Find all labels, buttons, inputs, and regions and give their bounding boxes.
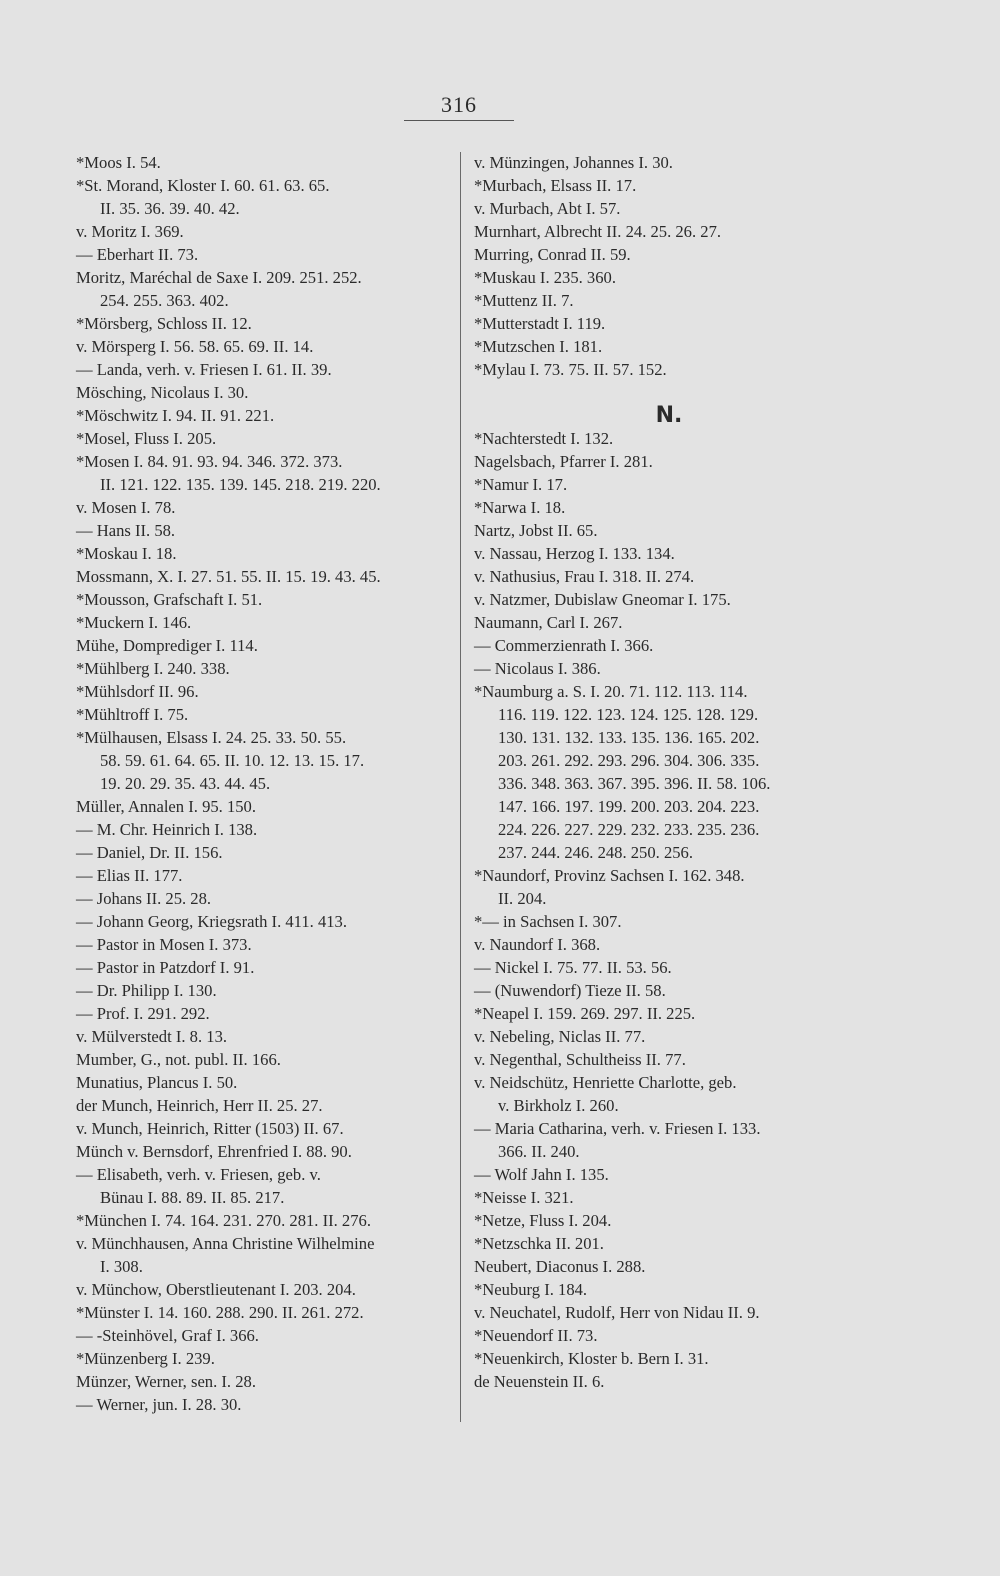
index-entry: 224. 226. 227. 229. 232. 233. 235. 236. xyxy=(498,820,760,839)
index-entry: — Johann Georg, Kriegsrath I. 411. 413. xyxy=(76,912,347,931)
index-entry: 116. 119. 122. 123. 124. 125. 128. 129. xyxy=(498,705,759,724)
index-entry: v. Neidschütz, Henriette Charlotte, geb. xyxy=(474,1073,737,1092)
index-entry: — Commerzienrath I. 366. xyxy=(474,636,654,655)
index-entry: *Neuenkirch, Kloster b. Bern I. 31. xyxy=(474,1349,709,1368)
index-entry: der Munch, Heinrich, Herr II. 25. 27. xyxy=(76,1096,323,1115)
index-entry: *Neuburg I. 184. xyxy=(474,1280,588,1299)
index-entry: 254. 255. 363. 402. xyxy=(100,291,229,310)
index-entry: — -Steinhövel, Graf I. 366. xyxy=(76,1326,259,1345)
index-entry: de Neuenstein II. 6. xyxy=(474,1372,605,1391)
index-entry: — M. Chr. Heinrich I. 138. xyxy=(76,820,258,839)
index-entry: — (Nuwendorf) Tieze II. 58. xyxy=(474,981,666,1000)
page-header xyxy=(404,92,514,121)
index-entry: *Mühltroff I. 75. xyxy=(76,705,189,724)
index-entry: — Hans II. 58. xyxy=(76,521,176,540)
index-entry: *Mylau I. 73. 75. II. 57. 152. xyxy=(474,360,667,379)
index-entry: v. Münchow, Oberstlieutenant I. 203. 204. xyxy=(76,1280,356,1299)
index-entry: — Elisabeth, verh. v. Friesen, geb. v. xyxy=(76,1165,321,1184)
index-entry: — Elias II. 177. xyxy=(76,866,183,885)
index-entry: — Johans II. 25. 28. xyxy=(76,889,212,908)
index-entry: *Möschwitz I. 94. II. 91. 221. xyxy=(76,406,275,425)
index-entry: *Moskau I. 18. xyxy=(76,544,177,563)
index-entry: *Naumburg a. S. I. 20. 71. 112. 113. 114. xyxy=(474,682,748,701)
index-entry: Naumann, Carl I. 267. xyxy=(474,613,623,632)
index-entry: *Münster I. 14. 160. 288. 290. II. 261. 272. xyxy=(76,1303,364,1322)
index-entry: — Daniel, Dr. II. 156. xyxy=(76,843,223,862)
index-entry: Münch v. Bernsdorf, Ehrenfried I. 88. 90. xyxy=(76,1142,352,1161)
index-entry: Münzer, Werner, sen. I. 28. xyxy=(76,1372,256,1391)
index-entry: *Mühlberg I. 240. 338. xyxy=(76,659,230,678)
index-entry: II. 35. 36. 39. 40. 42. xyxy=(100,199,240,218)
index-entry: *St. Morand, Kloster I. 60. 61. 63. 65. xyxy=(76,176,330,195)
index-entry: v. Neuchatel, Rudolf, Herr von Nidau II. 9. xyxy=(474,1303,760,1322)
index-entry: 58. 59. 61. 64. 65. II. 10. 12. 13. 15. 17. xyxy=(100,751,365,770)
index-entry: Neubert, Diaconus I. 288. xyxy=(474,1257,646,1276)
right-column xyxy=(474,151,864,1393)
index-entry: v. Birkholz I. 260. xyxy=(498,1096,619,1115)
index-entry: — Maria Catharina, verh. v. Friesen I. 133. xyxy=(474,1119,761,1138)
index-entry: — Eberhart II. 73. xyxy=(76,245,199,264)
index-entry: II. 204. xyxy=(498,889,547,908)
index-entry: *Nachterstedt I. 132. xyxy=(474,429,614,448)
index-entry: *Murbach, Elsass II. 17. xyxy=(474,176,637,195)
index-entry: *Mutzschen I. 181. xyxy=(474,337,603,356)
index-entry: *Mühlsdorf II. 96. xyxy=(76,682,199,701)
index-entry: v. Negenthal, Schultheiss II. 77. xyxy=(474,1050,686,1069)
index-entry: *Netze, Fluss I. 204. xyxy=(474,1211,612,1230)
index-entry: v. Nathusius, Frau I. 318. II. 274. xyxy=(474,567,695,586)
index-entry: v. Mülverstedt I. 8. 13. xyxy=(76,1027,228,1046)
index-entry: *Namur I. 17. xyxy=(474,475,568,494)
index-entry: v. Murbach, Abt I. 57. xyxy=(474,199,621,218)
index-entry: v. Natzmer, Dubislaw Gneomar I. 175. xyxy=(474,590,731,609)
index-entry: v. Nassau, Herzog I. 133. 134. xyxy=(474,544,675,563)
index-entry: *— in Sachsen I. 307. xyxy=(474,912,622,931)
index-entry: II. 121. 122. 135. 139. 145. 218. 219. 220. xyxy=(100,475,381,494)
index-entry: *Mosen I. 84. 91. 93. 94. 346. 372. 373. xyxy=(76,452,343,471)
index-entry: *Narwa I. 18. xyxy=(474,498,566,517)
index-entry: *Naundorf, Provinz Sachsen I. 162. 348. xyxy=(474,866,745,885)
index-entry: 19. 20. 29. 35. 43. 44. 45. xyxy=(100,774,271,793)
index-entry: *Muckern I. 146. xyxy=(76,613,192,632)
index-entry: *Muskau I. 235. 360. xyxy=(474,268,616,287)
index-entry: *Mutterstadt I. 119. xyxy=(474,314,606,333)
index-entry: *Mörsberg, Schloss II. 12. xyxy=(76,314,252,333)
header-rule xyxy=(404,120,514,121)
index-entry: Nagelsbach, Pfarrer I. 281. xyxy=(474,452,653,471)
right-column-entries-m xyxy=(474,151,864,381)
index-entry: *Münzenberg I. 239. xyxy=(76,1349,215,1368)
index-entry: *Mousson, Grafschaft I. 51. xyxy=(76,590,263,609)
index-entry: I. 308. xyxy=(100,1257,143,1276)
index-entry: Müller, Annalen I. 95. 150. xyxy=(76,797,256,816)
index-entry: v. Munch, Heinrich, Ritter (1503) II. 67. xyxy=(76,1119,344,1138)
index-entry: — Dr. Philipp I. 130. xyxy=(76,981,217,1000)
index-entry: v. Moritz I. 369. xyxy=(76,222,184,241)
index-entry: — Pastor in Patzdorf I. 91. xyxy=(76,958,255,977)
index-entry: Murring, Conrad II. 59. xyxy=(474,245,631,264)
index-entry: v. Münchhausen, Anna Christine Wilhelmine xyxy=(76,1234,375,1253)
index-entry: *München I. 74. 164. 231. 270. 281. II. 276. xyxy=(76,1211,371,1230)
index-entry: 237. 244. 246. 248. 250. 256. xyxy=(498,843,693,862)
column-divider xyxy=(460,152,461,1422)
left-column xyxy=(76,151,448,1416)
page-number: 316 xyxy=(441,92,477,117)
index-entry: — Nickel I. 75. 77. II. 53. 56. xyxy=(474,958,672,977)
index-entry: Nartz, Jobst II. 65. xyxy=(474,521,598,540)
index-entry: Munatius, Plancus I. 50. xyxy=(76,1073,238,1092)
index-entry: v. Mosen I. 78. xyxy=(76,498,176,517)
index-entry: v. Münzingen, Johannes I. 30. xyxy=(474,153,673,172)
index-entry: 203. 261. 292. 293. 296. 304. 306. 335. xyxy=(498,751,760,770)
section-heading: N. xyxy=(655,403,683,428)
index-entry: *Neuendorf II. 73. xyxy=(474,1326,598,1345)
index-entry: *Neapel I. 159. 269. 297. II. 225. xyxy=(474,1004,696,1023)
index-entry: 130. 131. 132. 133. 135. 136. 165. 202. xyxy=(498,728,760,747)
index-entry: — Prof. I. 291. 292. xyxy=(76,1004,210,1023)
index-entry: Moritz, Maréchal de Saxe I. 209. 251. 252. xyxy=(76,268,362,287)
index-entry: *Muttenz II. 7. xyxy=(474,291,574,310)
index-entry: — Wolf Jahn I. 135. xyxy=(474,1165,609,1184)
index-entry: Mösching, Nicolaus I. 30. xyxy=(76,383,249,402)
index-entry: — Nicolaus I. 386. xyxy=(474,659,601,678)
index-entry: — Pastor in Mosen I. 373. xyxy=(76,935,252,954)
index-entry: — Werner, jun. I. 28. 30. xyxy=(76,1395,242,1414)
index-entry: *Neisse I. 321. xyxy=(474,1188,574,1207)
index-entry: 336. 348. 363. 367. 395. 396. II. 58. 106. xyxy=(498,774,771,793)
index-entry: *Mosel, Fluss I. 205. xyxy=(76,429,217,448)
index-entry: v. Mörsperg I. 56. 58. 65. 69. II. 14. xyxy=(76,337,314,356)
index-entry: Mossmann, X. I. 27. 51. 55. II. 15. 19. 43. 45. xyxy=(76,567,381,586)
index-entry: Mühe, Domprediger I. 114. xyxy=(76,636,258,655)
index-entry: — Landa, verh. v. Friesen I. 61. II. 39. xyxy=(76,360,332,379)
index-entry: *Netzschka II. 201. xyxy=(474,1234,604,1253)
index-entry: 147. 166. 197. 199. 200. 203. 204. 223. xyxy=(498,797,760,816)
index-entry: Murnhart, Albrecht II. 24. 25. 26. 27. xyxy=(474,222,722,241)
index-entry: 366. II. 240. xyxy=(498,1142,580,1161)
index-entry: *Mülhausen, Elsass I. 24. 25. 33. 50. 55. xyxy=(76,728,347,747)
right-column-entries-n xyxy=(474,427,864,1393)
index-entry: v. Naundorf I. 368. xyxy=(474,935,601,954)
index-entry: Mumber, G., not. publ. II. 166. xyxy=(76,1050,281,1069)
index-entry: *Moos I. 54. xyxy=(76,153,161,172)
index-entry: v. Nebeling, Niclas II. 77. xyxy=(474,1027,646,1046)
index-entry: Bünau I. 88. 89. II. 85. 217. xyxy=(100,1188,285,1207)
